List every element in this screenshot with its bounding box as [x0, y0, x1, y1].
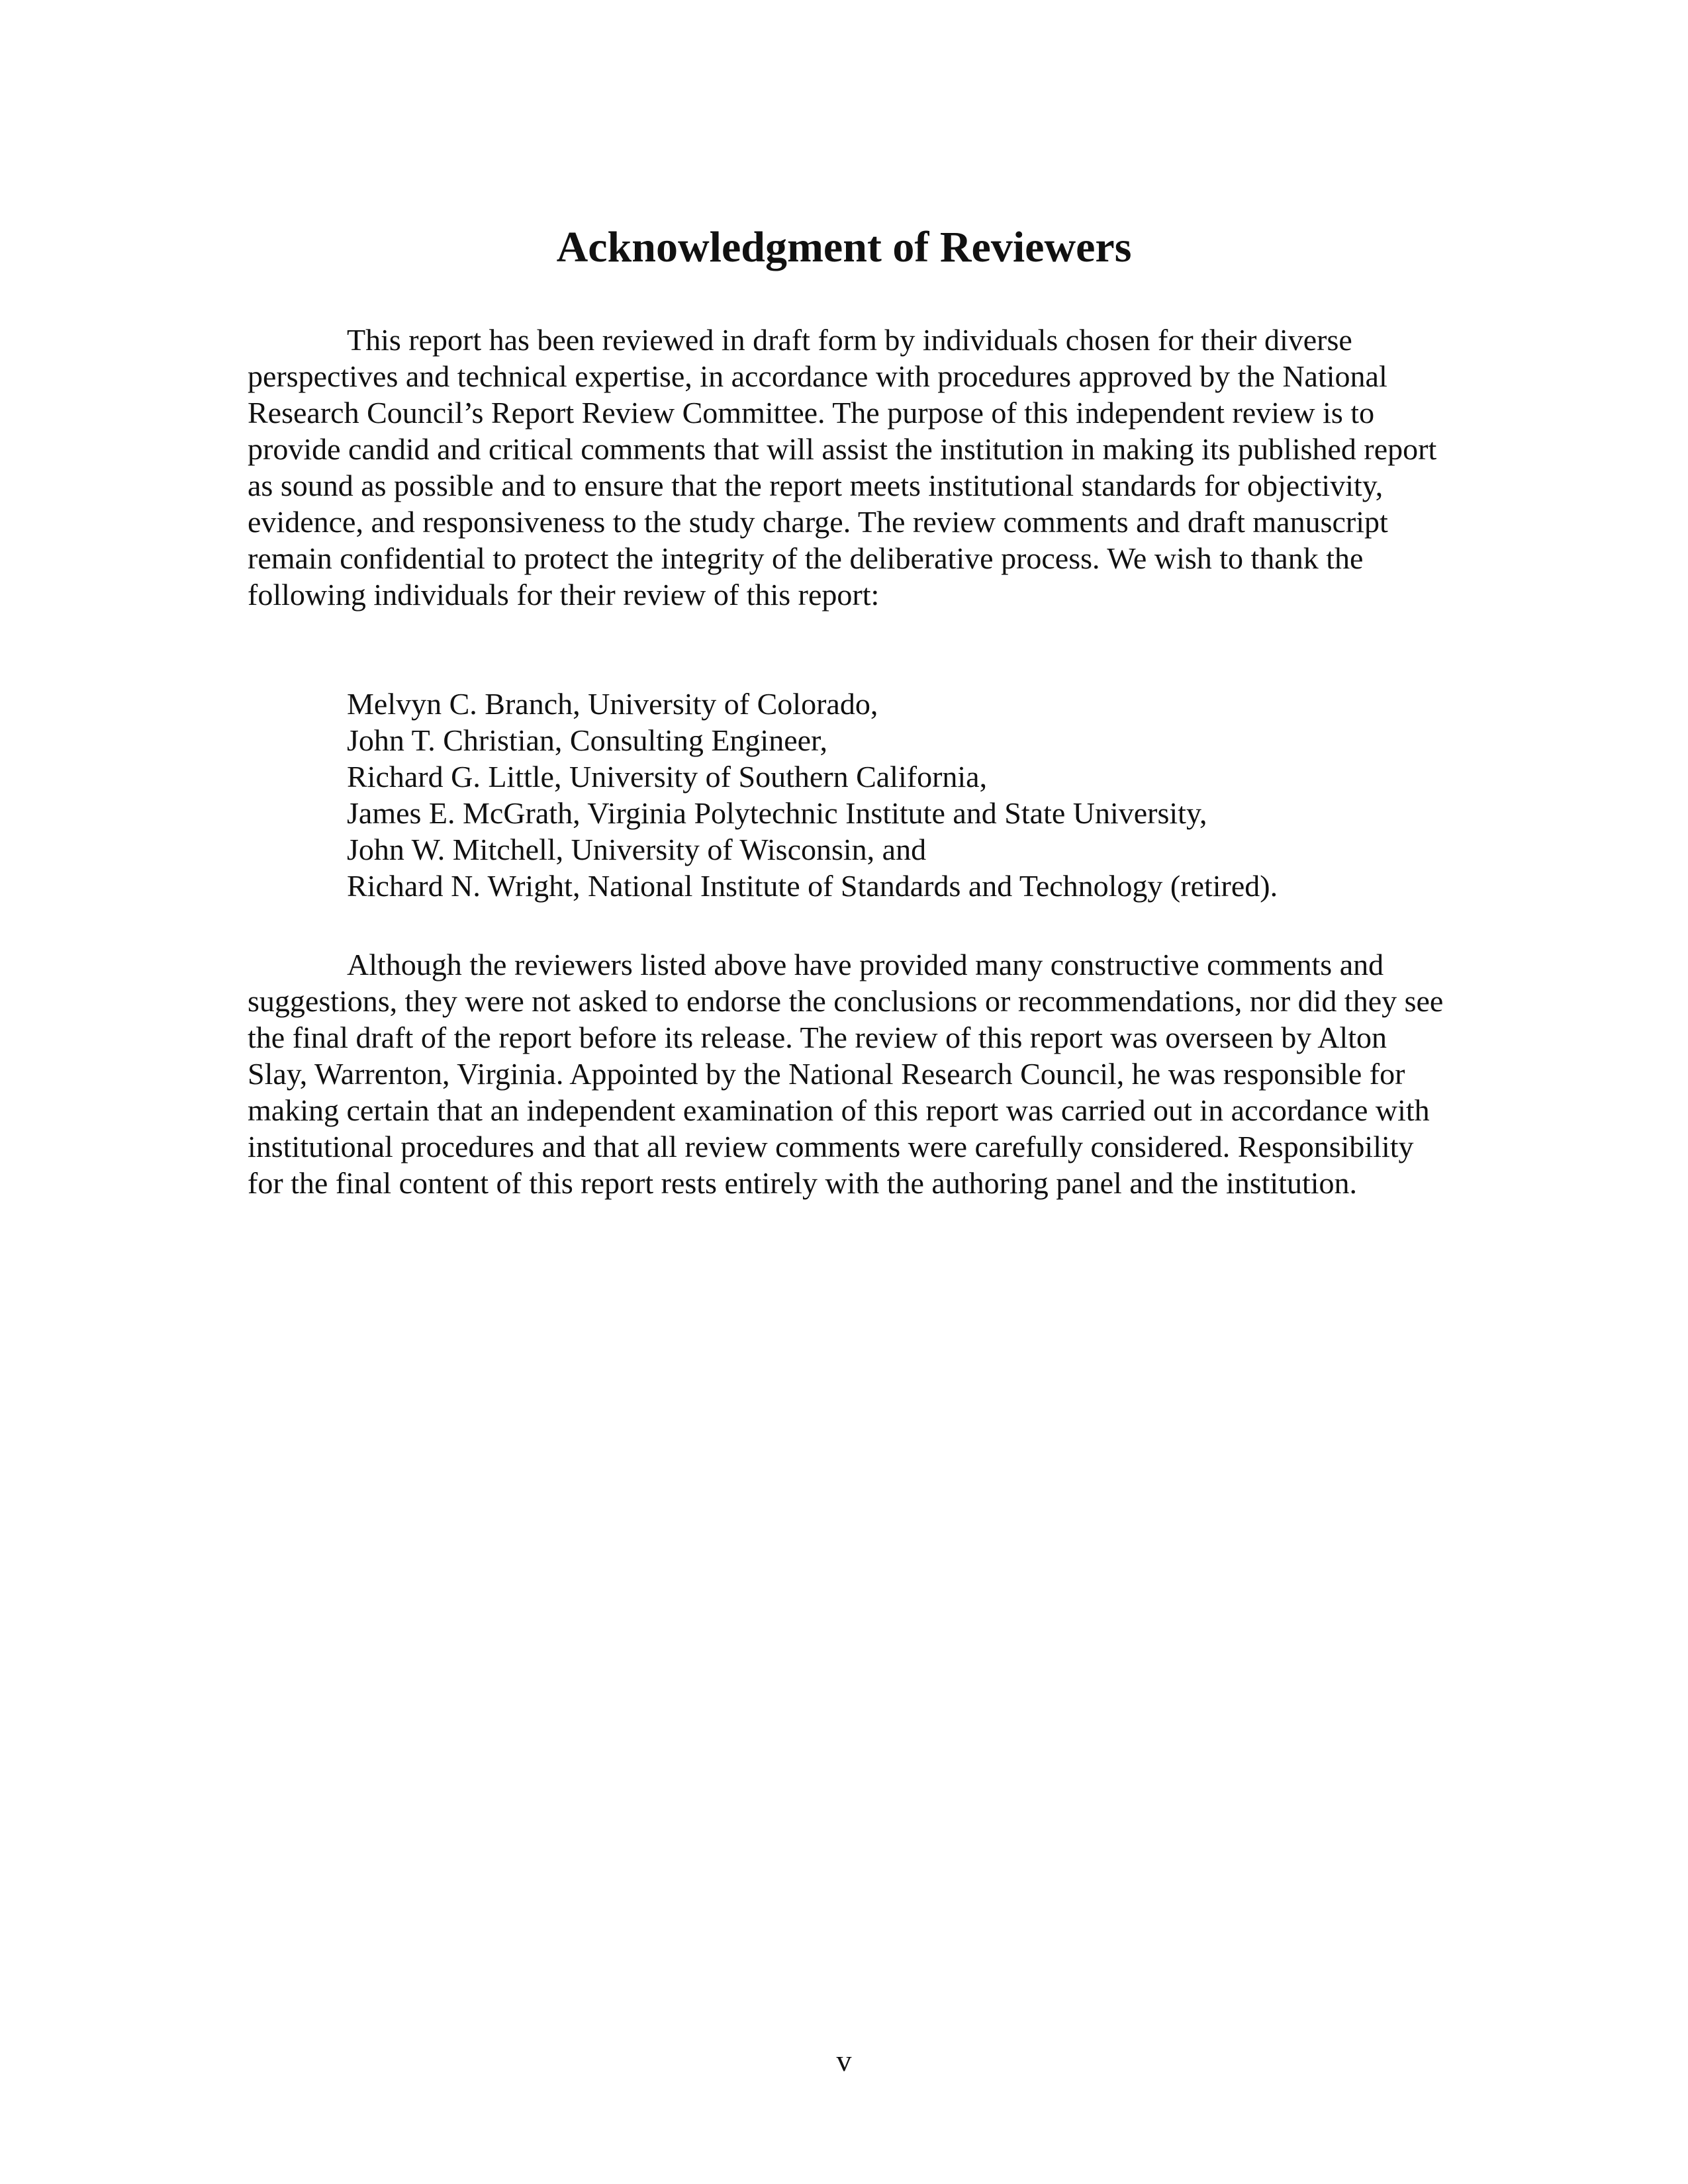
reviewer-item: John T. Christian, Consulting Engineer, — [347, 723, 828, 757]
reviewer-list — [347, 686, 1472, 904]
reviewer-item: John W. Mitchell, University of Wisconsin, and — [347, 833, 927, 866]
reviewer-item: Richard N. Wright, National Institute of Standards and Technology (retired). — [347, 869, 1278, 903]
reviewer-item: Richard G. Little, University of Southern California, — [347, 760, 988, 794]
closing-paragraph: Although the reviewers listed above have provided many constructive comments and suggestions, they were not asked to endorse the conclusions or recommendations, nor did they see the final draft of the report before its release. The review of this report was overseen by Alton Slay, Warrenton, Virginia. Appointed by the National Research Council, he was responsible for making certain that an independent examination of this report was carried out in accordance with institutional procedures and that all review comments were carefully considered. Responsibility for the final content of this report rests entirely with the authoring panel and the institution. — [248, 948, 1444, 1200]
page-title: Acknowledgment of Reviewers — [556, 223, 1132, 272]
page-number: v — [836, 2044, 852, 2077]
reviewer-item: Melvyn C. Branch, University of Colorado, — [347, 687, 878, 721]
reviewer-item: James E. McGrath, Virginia Polytechnic Institute and State University, — [347, 796, 1207, 830]
intro-paragraph: This report has been reviewed in draft form by individuals chosen for their diverse perspectives and technical expertise, in accordance with procedures approved by the National Research Council’s Report Review Committee. The purpose of this independent review is to provide candid and critical comments that will assist the institution in making its published report as sound as possible and to ensure that the report meets institutional standards for objectivity, evidence, and responsiveness to the study charge. The review comments and draft manuscript remain confidential to protect the integrity of the deliberative process. We wish to thank the following individuals for their review of this report: — [248, 323, 1437, 612]
